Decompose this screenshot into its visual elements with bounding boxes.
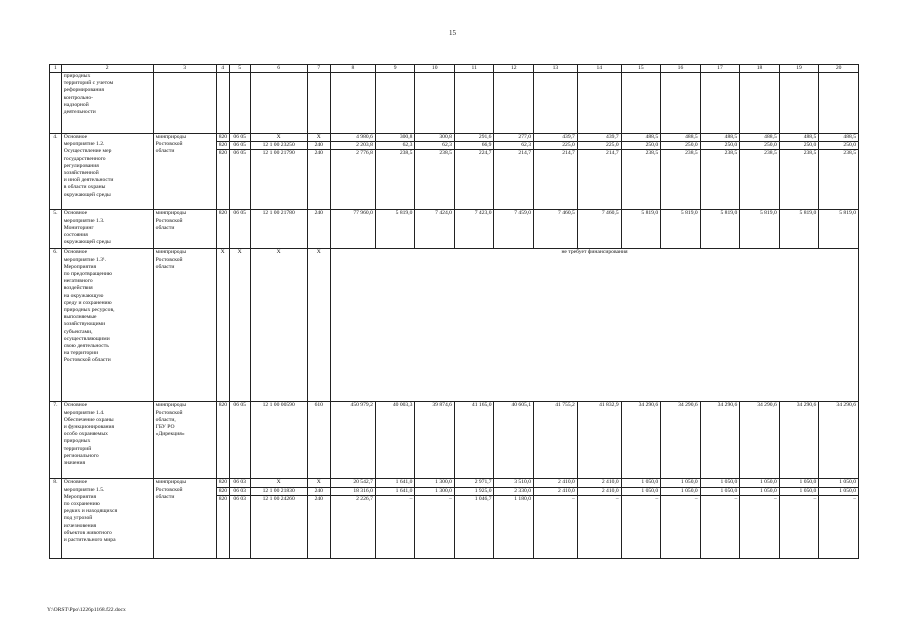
- row-number: 8.: [50, 479, 62, 558]
- table-row: [50, 210, 859, 249]
- empty-cell: [534, 73, 578, 134]
- value-cell: 34 290,6: [700, 402, 740, 479]
- measure-name: Основное мероприятие 1.3¹. Мероприятия по предотвращению негативного воздействия на окружающую среду и сохранению природных ресурсов, выполняемые хозяйствующими субъектами, осуществляющими свою деятельность на территории Ростовской области: [61, 249, 153, 402]
- value-cell: 488,5: [700, 134, 740, 142]
- value-cell: 1 046,7: [454, 495, 494, 558]
- value-cell: 1 050,0: [819, 479, 859, 487]
- executor: минприроды Ростовской области, ГБУ РО «Дирекция»: [153, 402, 216, 479]
- value-cell: 250,0: [700, 142, 740, 150]
- empty-cell: [415, 73, 455, 134]
- footer-file-path: Y:\ORST\Ppo\1226p1168.f22.docx: [47, 607, 126, 613]
- value-cell: 41 832,9: [577, 402, 621, 479]
- col-7: X: [307, 134, 331, 142]
- col-5: 06 05: [229, 402, 250, 479]
- col-7: X: [307, 479, 331, 487]
- value-cell: 439,7: [577, 134, 621, 142]
- table-row: [50, 402, 859, 479]
- measure-name: Основное мероприятие 1.5. Мероприятия по сохранению редких и находящихся под угрозой исчезновения объектов животного и растительного мира: [61, 479, 153, 558]
- value-cell: 5 819,0: [375, 210, 415, 249]
- value-cell: –: [661, 495, 701, 558]
- value-cell: 7 424,0: [415, 210, 455, 249]
- col-5: X: [229, 249, 250, 402]
- col-7: 240: [307, 487, 331, 495]
- value-cell: 225,0: [577, 142, 621, 150]
- header-cell: 18: [740, 65, 780, 73]
- value-cell: 1 180,0: [494, 495, 534, 558]
- value-cell: 4 980,6: [331, 134, 376, 142]
- value-cell: –: [700, 495, 740, 558]
- financing-note: не требует финансирования: [331, 249, 859, 402]
- value-cell: –: [577, 495, 621, 558]
- col-4: 820: [216, 487, 229, 495]
- value-cell: 5 819,0: [661, 210, 701, 249]
- value-cell: 34 290,6: [740, 402, 780, 479]
- col-6: X: [250, 479, 307, 487]
- col-4: 820: [216, 479, 229, 487]
- empty-cell: [250, 73, 307, 134]
- value-cell: 20 542,7: [331, 479, 376, 487]
- value-cell: 277,0: [494, 134, 534, 142]
- value-cell: –: [740, 495, 780, 558]
- value-cell: 5 819,0: [819, 210, 859, 249]
- value-cell: 5 819,0: [740, 210, 780, 249]
- value-cell: 1 050,0: [621, 487, 661, 495]
- value-cell: 40 003,3: [375, 402, 415, 479]
- value-cell: 2 410,0: [577, 487, 621, 495]
- value-cell: 34 290,6: [779, 402, 819, 479]
- empty-cell: [307, 73, 331, 134]
- value-cell: 62,3: [415, 142, 455, 150]
- value-cell: 238,5: [700, 150, 740, 210]
- table-body: [50, 73, 859, 559]
- header-cell: 14: [577, 65, 621, 73]
- col-7: 240: [307, 142, 331, 150]
- value-cell: 250,0: [819, 142, 859, 150]
- col-4: 820: [216, 495, 229, 558]
- col-4: 820: [216, 210, 229, 249]
- value-cell: 488,5: [740, 134, 780, 142]
- value-cell: 1 050,0: [779, 487, 819, 495]
- value-cell: 238,5: [779, 150, 819, 210]
- value-cell: 250,0: [621, 142, 661, 150]
- col-6: 12 1 00 23250: [250, 142, 307, 150]
- value-cell: 224,7: [454, 150, 494, 210]
- value-cell: 77 960,0: [331, 210, 376, 249]
- value-cell: 238,5: [740, 150, 780, 210]
- value-cell: 1 050,0: [779, 479, 819, 487]
- value-cell: 18 316,0: [331, 487, 376, 495]
- header-cell: 9: [375, 65, 415, 73]
- value-cell: 1 050,0: [740, 487, 780, 495]
- row-number: [50, 73, 62, 134]
- col-5: 06 05: [229, 150, 250, 210]
- value-cell: –: [534, 495, 578, 558]
- table-row: [50, 73, 859, 134]
- value-cell: 1 050,0: [661, 487, 701, 495]
- col-5: 06 03: [229, 479, 250, 487]
- measure-name: Основное мероприятие 1.2. Осуществление мер государственного регулирования хозяйственной и иной деятельности в области охраны окружающей среды: [61, 134, 153, 210]
- value-cell: 2 776,8: [331, 150, 376, 210]
- col-5: 06 05: [229, 134, 250, 142]
- col-6: 12 1 00 00590: [250, 402, 307, 479]
- value-cell: 2 226,7: [331, 495, 376, 558]
- header-row: [50, 65, 859, 73]
- value-cell: 40 605,1: [494, 402, 534, 479]
- col-6: 12 1 00 21790: [250, 150, 307, 210]
- value-cell: 62,3: [494, 142, 534, 150]
- header-cell: 15: [621, 65, 661, 73]
- header-cell: 7: [307, 65, 331, 73]
- value-cell: 439,7: [534, 134, 578, 142]
- executor: минприроды Ростовской области: [153, 249, 216, 402]
- value-cell: 488,5: [779, 134, 819, 142]
- col-7: 610: [307, 402, 331, 479]
- col-4: 820: [216, 150, 229, 210]
- value-cell: 1 641,0: [375, 487, 415, 495]
- header-cell: 5: [229, 65, 250, 73]
- header-cell: 16: [661, 65, 701, 73]
- value-cell: –: [415, 495, 455, 558]
- value-cell: 1 050,0: [621, 479, 661, 487]
- col-4: 820: [216, 142, 229, 150]
- value-cell: 7 460,5: [534, 210, 578, 249]
- row-number: 6.: [50, 249, 62, 402]
- measure-name: Основное мероприятие 1.4. Обеспечение охраны и функционирования особо охраняемых природных территорий регионального значения: [61, 402, 153, 479]
- value-cell: 488,5: [661, 134, 701, 142]
- budget-table: [49, 64, 859, 559]
- value-cell: 225,0: [534, 142, 578, 150]
- value-cell: 34 290,6: [661, 402, 701, 479]
- executor: минприроды Ростовской области: [153, 479, 216, 558]
- value-cell: 41 755,2: [534, 402, 578, 479]
- empty-cell: [375, 73, 415, 134]
- header-cell: 1: [50, 65, 62, 73]
- empty-cell: [229, 73, 250, 134]
- empty-cell: [740, 73, 780, 134]
- value-cell: 238,5: [415, 150, 455, 210]
- value-cell: 2 330,0: [494, 487, 534, 495]
- value-cell: 300,8: [415, 134, 455, 142]
- col-4: 820: [216, 402, 229, 479]
- col-5: 06 05: [229, 210, 250, 249]
- value-cell: 250,0: [779, 142, 819, 150]
- header-cell: 13: [534, 65, 578, 73]
- col-6: 12 1 00 21830: [250, 487, 307, 495]
- value-cell: 1 050,0: [740, 479, 780, 487]
- header-cell: 10: [415, 65, 455, 73]
- value-cell: 62,3: [375, 142, 415, 150]
- value-cell: 3 510,0: [494, 479, 534, 487]
- page-number: 15: [449, 29, 456, 37]
- header-cell: 11: [454, 65, 494, 73]
- value-cell: 238,5: [661, 150, 701, 210]
- value-cell: 1 050,0: [661, 479, 701, 487]
- value-cell: 39 874,6: [415, 402, 455, 479]
- value-cell: 1 050,0: [700, 487, 740, 495]
- col-7: 240: [307, 150, 331, 210]
- col-6: 12 1 00 24260: [250, 495, 307, 558]
- value-cell: 7 423,0: [454, 210, 494, 249]
- empty-cell: [454, 73, 494, 134]
- value-cell: –: [779, 495, 819, 558]
- header-cell: 19: [779, 65, 819, 73]
- header-cell: 4: [216, 65, 229, 73]
- table-row: [50, 479, 859, 487]
- value-cell: 250,0: [661, 142, 701, 150]
- value-cell: 5 819,0: [621, 210, 661, 249]
- value-cell: 7 459,0: [494, 210, 534, 249]
- header-cell: 12: [494, 65, 534, 73]
- value-cell: 34 290,6: [819, 402, 859, 479]
- col-6: X: [250, 134, 307, 142]
- value-cell: 238,5: [621, 150, 661, 210]
- empty-cell: [331, 73, 376, 134]
- value-cell: 214,7: [577, 150, 621, 210]
- col-7: 240: [307, 210, 331, 249]
- value-cell: 41 165,0: [454, 402, 494, 479]
- value-cell: 5 819,0: [779, 210, 819, 249]
- value-cell: 1 050,0: [819, 487, 859, 495]
- value-cell: 5 819,0: [700, 210, 740, 249]
- value-cell: –: [375, 495, 415, 558]
- empty-cell: [661, 73, 701, 134]
- table-row: [50, 134, 859, 142]
- value-cell: 2 203,8: [331, 142, 376, 150]
- row-number: 5.: [50, 210, 62, 249]
- value-cell: 250,0: [740, 142, 780, 150]
- header-cell: 2: [61, 65, 153, 73]
- header-cell: 6: [250, 65, 307, 73]
- col-6: X: [250, 249, 307, 402]
- header-cell: 20: [819, 65, 859, 73]
- col-4: X: [216, 249, 229, 402]
- value-cell: 488,5: [621, 134, 661, 142]
- value-cell: 214,7: [534, 150, 578, 210]
- header-cell: 8: [331, 65, 376, 73]
- empty-cell: [494, 73, 534, 134]
- value-cell: –: [819, 495, 859, 558]
- value-cell: 238,5: [819, 150, 859, 210]
- value-cell: 238,5: [375, 150, 415, 210]
- value-cell: 2 971,7: [454, 479, 494, 487]
- col-7: X: [307, 249, 331, 402]
- col-5: 06 03: [229, 495, 250, 558]
- value-cell: 291,6: [454, 134, 494, 142]
- executor: минприроды Ростовской области: [153, 210, 216, 249]
- value-cell: 2 410,0: [577, 479, 621, 487]
- measure-name: Основное мероприятие 1.3. Мониторинг состояния окружающей среды: [61, 210, 153, 249]
- measure-name: природных территорий с учетом реформирования контрольно- надзорной деятельности: [61, 73, 153, 134]
- empty-cell: [779, 73, 819, 134]
- value-cell: 300,8: [375, 134, 415, 142]
- header-cell: 3: [153, 65, 216, 73]
- value-cell: 1 050,0: [700, 479, 740, 487]
- value-cell: 34 290,6: [621, 402, 661, 479]
- empty-cell: [216, 73, 229, 134]
- value-cell: 2 410,0: [534, 487, 578, 495]
- value-cell: 1 300,0: [415, 479, 455, 487]
- value-cell: 7 460,5: [577, 210, 621, 249]
- table-row: [50, 249, 859, 402]
- value-cell: 488,5: [819, 134, 859, 142]
- header-cell: 17: [700, 65, 740, 73]
- row-number: 4.: [50, 134, 62, 210]
- value-cell: 450 979,2: [331, 402, 376, 479]
- col-4: 820: [216, 134, 229, 142]
- value-cell: 1 641,0: [375, 479, 415, 487]
- value-cell: –: [621, 495, 661, 558]
- row-number: 7.: [50, 402, 62, 479]
- value-cell: 66,9: [454, 142, 494, 150]
- empty-cell: [153, 73, 216, 134]
- value-cell: 2 410,0: [534, 479, 578, 487]
- value-cell: 1 300,0: [415, 487, 455, 495]
- col-7: 240: [307, 495, 331, 558]
- col-5: 06 05: [229, 142, 250, 150]
- col-5: 06 03: [229, 487, 250, 495]
- empty-cell: [577, 73, 621, 134]
- empty-cell: [700, 73, 740, 134]
- empty-cell: [819, 73, 859, 134]
- empty-cell: [621, 73, 661, 134]
- col-6: 12 1 00 21780: [250, 210, 307, 249]
- value-cell: 214,7: [494, 150, 534, 210]
- executor: минприроды Ростовской области: [153, 134, 216, 210]
- value-cell: 1 925,0: [454, 487, 494, 495]
